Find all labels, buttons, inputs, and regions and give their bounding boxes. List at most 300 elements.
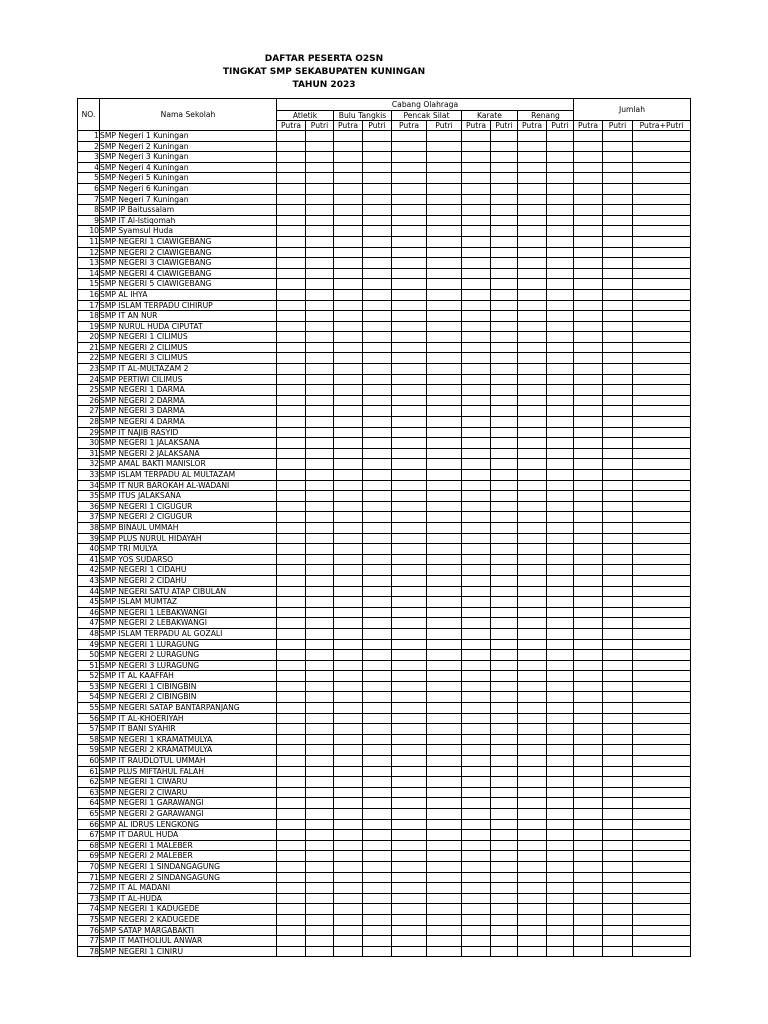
count-cell[interactable]	[574, 851, 603, 862]
count-cell[interactable]	[306, 671, 334, 682]
count-cell[interactable]	[603, 311, 633, 322]
count-cell[interactable]	[518, 554, 547, 565]
count-cell[interactable]	[306, 417, 334, 428]
count-cell[interactable]	[603, 395, 633, 406]
count-cell[interactable]	[491, 226, 518, 237]
count-cell[interactable]	[427, 417, 462, 428]
count-cell[interactable]	[363, 279, 392, 290]
count-cell[interactable]	[334, 681, 363, 692]
count-cell[interactable]	[518, 840, 547, 851]
count-cell[interactable]	[547, 470, 574, 481]
count-cell[interactable]	[603, 703, 633, 714]
count-cell[interactable]	[462, 332, 491, 343]
count-cell[interactable]	[363, 141, 392, 152]
count-cell[interactable]	[491, 650, 518, 661]
count-cell[interactable]	[392, 448, 427, 459]
count-cell[interactable]	[392, 131, 427, 142]
count-cell[interactable]	[306, 883, 334, 894]
count-cell[interactable]	[277, 607, 306, 618]
count-cell[interactable]	[427, 628, 462, 639]
count-cell[interactable]	[334, 427, 363, 438]
count-cell[interactable]	[574, 448, 603, 459]
count-cell[interactable]	[462, 406, 491, 417]
count-cell[interactable]	[547, 724, 574, 735]
count-cell[interactable]	[547, 522, 574, 533]
count-cell[interactable]	[462, 491, 491, 502]
count-cell[interactable]	[277, 459, 306, 470]
count-cell[interactable]	[462, 554, 491, 565]
count-cell[interactable]	[363, 893, 392, 904]
count-cell[interactable]	[392, 406, 427, 417]
count-cell[interactable]	[277, 766, 306, 777]
count-cell[interactable]	[491, 946, 518, 957]
count-cell[interactable]	[518, 851, 547, 862]
count-cell[interactable]	[277, 925, 306, 936]
count-cell[interactable]	[603, 406, 633, 417]
count-cell[interactable]	[392, 703, 427, 714]
count-cell[interactable]	[392, 236, 427, 247]
count-cell[interactable]	[491, 840, 518, 851]
count-cell[interactable]	[363, 226, 392, 237]
count-cell[interactable]	[603, 342, 633, 353]
count-cell[interactable]	[427, 575, 462, 586]
count-cell[interactable]	[462, 162, 491, 173]
count-cell[interactable]	[547, 364, 574, 375]
count-cell[interactable]	[462, 766, 491, 777]
count-cell[interactable]	[363, 713, 392, 724]
count-cell[interactable]	[518, 395, 547, 406]
count-cell[interactable]	[427, 226, 462, 237]
count-cell[interactable]	[334, 236, 363, 247]
count-cell[interactable]	[306, 777, 334, 788]
count-cell[interactable]	[518, 311, 547, 322]
count-cell[interactable]	[392, 470, 427, 481]
count-cell[interactable]	[277, 215, 306, 226]
count-cell[interactable]	[518, 936, 547, 947]
count-cell[interactable]	[427, 194, 462, 205]
count-cell[interactable]	[547, 427, 574, 438]
count-cell[interactable]	[462, 872, 491, 883]
count-cell[interactable]	[547, 734, 574, 745]
count-cell[interactable]	[603, 215, 633, 226]
count-cell[interactable]	[277, 247, 306, 258]
count-cell[interactable]	[633, 279, 691, 290]
count-cell[interactable]	[574, 512, 603, 523]
count-cell[interactable]	[427, 406, 462, 417]
count-cell[interactable]	[277, 501, 306, 512]
count-cell[interactable]	[633, 417, 691, 428]
count-cell[interactable]	[633, 872, 691, 883]
count-cell[interactable]	[462, 639, 491, 650]
count-cell[interactable]	[491, 491, 518, 502]
count-cell[interactable]	[547, 289, 574, 300]
count-cell[interactable]	[547, 491, 574, 502]
count-cell[interactable]	[518, 872, 547, 883]
count-cell[interactable]	[633, 258, 691, 269]
count-cell[interactable]	[306, 713, 334, 724]
count-cell[interactable]	[574, 141, 603, 152]
count-cell[interactable]	[574, 268, 603, 279]
count-cell[interactable]	[363, 724, 392, 735]
count-cell[interactable]	[491, 279, 518, 290]
count-cell[interactable]	[392, 258, 427, 269]
count-cell[interactable]	[491, 342, 518, 353]
count-cell[interactable]	[306, 247, 334, 258]
count-cell[interactable]	[277, 734, 306, 745]
count-cell[interactable]	[518, 300, 547, 311]
count-cell[interactable]	[363, 152, 392, 163]
count-cell[interactable]	[547, 321, 574, 332]
count-cell[interactable]	[306, 724, 334, 735]
count-cell[interactable]	[633, 512, 691, 523]
count-cell[interactable]	[277, 321, 306, 332]
count-cell[interactable]	[427, 522, 462, 533]
count-cell[interactable]	[306, 353, 334, 364]
count-cell[interactable]	[334, 300, 363, 311]
count-cell[interactable]	[363, 650, 392, 661]
count-cell[interactable]	[574, 809, 603, 820]
count-cell[interactable]	[334, 226, 363, 237]
count-cell[interactable]	[427, 342, 462, 353]
count-cell[interactable]	[334, 544, 363, 555]
count-cell[interactable]	[491, 936, 518, 947]
count-cell[interactable]	[547, 565, 574, 576]
count-cell[interactable]	[633, 289, 691, 300]
count-cell[interactable]	[277, 914, 306, 925]
count-cell[interactable]	[574, 152, 603, 163]
count-cell[interactable]	[633, 533, 691, 544]
count-cell[interactable]	[306, 681, 334, 692]
count-cell[interactable]	[363, 575, 392, 586]
count-cell[interactable]	[462, 745, 491, 756]
count-cell[interactable]	[363, 925, 392, 936]
count-cell[interactable]	[363, 205, 392, 216]
count-cell[interactable]	[427, 459, 462, 470]
count-cell[interactable]	[306, 650, 334, 661]
count-cell[interactable]	[462, 893, 491, 904]
count-cell[interactable]	[547, 279, 574, 290]
count-cell[interactable]	[547, 406, 574, 417]
count-cell[interactable]	[491, 713, 518, 724]
count-cell[interactable]	[603, 183, 633, 194]
count-cell[interactable]	[518, 586, 547, 597]
count-cell[interactable]	[306, 745, 334, 756]
count-cell[interactable]	[633, 353, 691, 364]
count-cell[interactable]	[427, 533, 462, 544]
count-cell[interactable]	[518, 215, 547, 226]
count-cell[interactable]	[547, 162, 574, 173]
count-cell[interactable]	[574, 385, 603, 396]
count-cell[interactable]	[518, 205, 547, 216]
count-cell[interactable]	[462, 618, 491, 629]
count-cell[interactable]	[427, 756, 462, 767]
count-cell[interactable]	[427, 173, 462, 184]
count-cell[interactable]	[392, 374, 427, 385]
count-cell[interactable]	[633, 936, 691, 947]
count-cell[interactable]	[633, 681, 691, 692]
count-cell[interactable]	[491, 215, 518, 226]
count-cell[interactable]	[334, 131, 363, 142]
count-cell[interactable]	[427, 851, 462, 862]
count-cell[interactable]	[462, 681, 491, 692]
count-cell[interactable]	[574, 724, 603, 735]
count-cell[interactable]	[518, 152, 547, 163]
count-cell[interactable]	[334, 851, 363, 862]
count-cell[interactable]	[306, 660, 334, 671]
count-cell[interactable]	[363, 321, 392, 332]
count-cell[interactable]	[392, 215, 427, 226]
count-cell[interactable]	[574, 236, 603, 247]
count-cell[interactable]	[603, 364, 633, 375]
count-cell[interactable]	[603, 173, 633, 184]
count-cell[interactable]	[306, 480, 334, 491]
count-cell[interactable]	[392, 395, 427, 406]
count-cell[interactable]	[491, 470, 518, 481]
count-cell[interactable]	[277, 162, 306, 173]
count-cell[interactable]	[334, 141, 363, 152]
count-cell[interactable]	[491, 544, 518, 555]
count-cell[interactable]	[427, 311, 462, 322]
count-cell[interactable]	[363, 861, 392, 872]
count-cell[interactable]	[306, 512, 334, 523]
count-cell[interactable]	[277, 300, 306, 311]
count-cell[interactable]	[277, 745, 306, 756]
count-cell[interactable]	[491, 724, 518, 735]
count-cell[interactable]	[547, 650, 574, 661]
count-cell[interactable]	[547, 692, 574, 703]
count-cell[interactable]	[633, 395, 691, 406]
count-cell[interactable]	[277, 756, 306, 767]
count-cell[interactable]	[306, 321, 334, 332]
count-cell[interactable]	[633, 819, 691, 830]
count-cell[interactable]	[427, 438, 462, 449]
count-cell[interactable]	[574, 639, 603, 650]
count-cell[interactable]	[491, 554, 518, 565]
count-cell[interactable]	[547, 618, 574, 629]
count-cell[interactable]	[547, 395, 574, 406]
count-cell[interactable]	[306, 703, 334, 714]
count-cell[interactable]	[363, 173, 392, 184]
count-cell[interactable]	[603, 385, 633, 396]
count-cell[interactable]	[334, 406, 363, 417]
count-cell[interactable]	[277, 660, 306, 671]
count-cell[interactable]	[633, 131, 691, 142]
count-cell[interactable]	[306, 533, 334, 544]
count-cell[interactable]	[633, 215, 691, 226]
count-cell[interactable]	[392, 194, 427, 205]
count-cell[interactable]	[547, 830, 574, 841]
count-cell[interactable]	[633, 607, 691, 618]
count-cell[interactable]	[547, 300, 574, 311]
count-cell[interactable]	[462, 565, 491, 576]
count-cell[interactable]	[547, 766, 574, 777]
count-cell[interactable]	[277, 830, 306, 841]
count-cell[interactable]	[462, 819, 491, 830]
count-cell[interactable]	[603, 247, 633, 258]
count-cell[interactable]	[427, 607, 462, 618]
count-cell[interactable]	[603, 745, 633, 756]
count-cell[interactable]	[334, 173, 363, 184]
count-cell[interactable]	[547, 268, 574, 279]
count-cell[interactable]	[518, 364, 547, 375]
count-cell[interactable]	[306, 618, 334, 629]
count-cell[interactable]	[603, 586, 633, 597]
count-cell[interactable]	[633, 448, 691, 459]
count-cell[interactable]	[462, 597, 491, 608]
count-cell[interactable]	[574, 607, 603, 618]
count-cell[interactable]	[603, 628, 633, 639]
count-cell[interactable]	[547, 851, 574, 862]
count-cell[interactable]	[547, 226, 574, 237]
count-cell[interactable]	[574, 205, 603, 216]
count-cell[interactable]	[603, 787, 633, 798]
count-cell[interactable]	[363, 554, 392, 565]
count-cell[interactable]	[603, 141, 633, 152]
count-cell[interactable]	[334, 777, 363, 788]
count-cell[interactable]	[277, 258, 306, 269]
count-cell[interactable]	[392, 575, 427, 586]
count-cell[interactable]	[392, 141, 427, 152]
count-cell[interactable]	[392, 522, 427, 533]
count-cell[interactable]	[574, 491, 603, 502]
count-cell[interactable]	[427, 205, 462, 216]
count-cell[interactable]	[306, 289, 334, 300]
count-cell[interactable]	[462, 300, 491, 311]
count-cell[interactable]	[334, 448, 363, 459]
count-cell[interactable]	[491, 597, 518, 608]
count-cell[interactable]	[518, 512, 547, 523]
count-cell[interactable]	[518, 162, 547, 173]
count-cell[interactable]	[427, 766, 462, 777]
count-cell[interactable]	[574, 311, 603, 322]
count-cell[interactable]	[363, 131, 392, 142]
count-cell[interactable]	[547, 459, 574, 470]
count-cell[interactable]	[462, 374, 491, 385]
count-cell[interactable]	[277, 226, 306, 237]
count-cell[interactable]	[392, 289, 427, 300]
count-cell[interactable]	[306, 491, 334, 502]
count-cell[interactable]	[518, 279, 547, 290]
count-cell[interactable]	[334, 364, 363, 375]
count-cell[interactable]	[392, 544, 427, 555]
count-cell[interactable]	[547, 861, 574, 872]
count-cell[interactable]	[462, 131, 491, 142]
count-cell[interactable]	[574, 904, 603, 915]
count-cell[interactable]	[334, 459, 363, 470]
count-cell[interactable]	[363, 332, 392, 343]
count-cell[interactable]	[603, 321, 633, 332]
count-cell[interactable]	[392, 798, 427, 809]
count-cell[interactable]	[462, 205, 491, 216]
count-cell[interactable]	[427, 448, 462, 459]
count-cell[interactable]	[363, 406, 392, 417]
count-cell[interactable]	[363, 512, 392, 523]
count-cell[interactable]	[603, 417, 633, 428]
count-cell[interactable]	[603, 268, 633, 279]
count-cell[interactable]	[363, 586, 392, 597]
count-cell[interactable]	[427, 374, 462, 385]
count-cell[interactable]	[574, 522, 603, 533]
count-cell[interactable]	[491, 756, 518, 767]
count-cell[interactable]	[574, 374, 603, 385]
count-cell[interactable]	[334, 554, 363, 565]
count-cell[interactable]	[603, 289, 633, 300]
count-cell[interactable]	[491, 141, 518, 152]
count-cell[interactable]	[306, 830, 334, 841]
count-cell[interactable]	[306, 936, 334, 947]
count-cell[interactable]	[547, 438, 574, 449]
count-cell[interactable]	[427, 650, 462, 661]
count-cell[interactable]	[427, 364, 462, 375]
count-cell[interactable]	[427, 183, 462, 194]
count-cell[interactable]	[574, 745, 603, 756]
count-cell[interactable]	[603, 353, 633, 364]
count-cell[interactable]	[277, 268, 306, 279]
count-cell[interactable]	[633, 162, 691, 173]
count-cell[interactable]	[334, 438, 363, 449]
count-cell[interactable]	[306, 226, 334, 237]
count-cell[interactable]	[277, 385, 306, 396]
count-cell[interactable]	[334, 893, 363, 904]
count-cell[interactable]	[547, 554, 574, 565]
count-cell[interactable]	[462, 342, 491, 353]
count-cell[interactable]	[603, 872, 633, 883]
count-cell[interactable]	[633, 692, 691, 703]
count-cell[interactable]	[462, 364, 491, 375]
count-cell[interactable]	[547, 681, 574, 692]
count-cell[interactable]	[491, 798, 518, 809]
count-cell[interactable]	[392, 417, 427, 428]
count-cell[interactable]	[462, 321, 491, 332]
count-cell[interactable]	[277, 406, 306, 417]
count-cell[interactable]	[363, 544, 392, 555]
count-cell[interactable]	[306, 395, 334, 406]
count-cell[interactable]	[633, 883, 691, 894]
count-cell[interactable]	[547, 872, 574, 883]
count-cell[interactable]	[334, 311, 363, 322]
count-cell[interactable]	[633, 152, 691, 163]
count-cell[interactable]	[574, 321, 603, 332]
count-cell[interactable]	[603, 798, 633, 809]
count-cell[interactable]	[633, 522, 691, 533]
count-cell[interactable]	[334, 840, 363, 851]
count-cell[interactable]	[633, 332, 691, 343]
count-cell[interactable]	[427, 236, 462, 247]
count-cell[interactable]	[547, 819, 574, 830]
count-cell[interactable]	[392, 851, 427, 862]
count-cell[interactable]	[518, 438, 547, 449]
count-cell[interactable]	[306, 459, 334, 470]
count-cell[interactable]	[491, 809, 518, 820]
count-cell[interactable]	[603, 671, 633, 682]
count-cell[interactable]	[462, 724, 491, 735]
count-cell[interactable]	[462, 226, 491, 237]
count-cell[interactable]	[427, 787, 462, 798]
count-cell[interactable]	[363, 448, 392, 459]
count-cell[interactable]	[491, 236, 518, 247]
count-cell[interactable]	[518, 522, 547, 533]
count-cell[interactable]	[277, 183, 306, 194]
count-cell[interactable]	[427, 470, 462, 481]
count-cell[interactable]	[334, 787, 363, 798]
count-cell[interactable]	[306, 194, 334, 205]
count-cell[interactable]	[392, 819, 427, 830]
count-cell[interactable]	[462, 628, 491, 639]
count-cell[interactable]	[277, 575, 306, 586]
count-cell[interactable]	[603, 851, 633, 862]
count-cell[interactable]	[462, 470, 491, 481]
count-cell[interactable]	[603, 692, 633, 703]
